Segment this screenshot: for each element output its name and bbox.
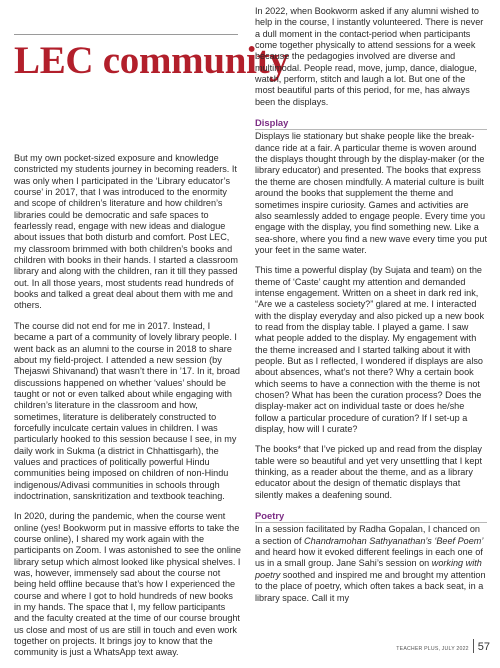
section-rule-poetry [255, 522, 487, 523]
title-top-rule [14, 34, 238, 35]
right-intro-paragraph: In 2022, when Bookworm asked if any alumni wished to help in the course, I instantly volunteered. There is never a dull moment in the contact-period when participants come together physically to attend sessions for a week because the pedagogies involved are diverse and multimodal. People read, move, jump, dance, dialogue, watch, perform, stitch and laugh a lot. But one of the most beautiful parts of this period, for me, has always been the displays. [255, 6, 484, 107]
poetry-emphasis-2: working with poetry [255, 558, 482, 580]
footer-divider [473, 639, 474, 653]
display-paragraph-2: This time a powerful display (by Sujata and team) on the theme of ‘Caste’ caught my attention and demanded intense engagement. Written on a sheet in dark red ink, “Are we a casteless society?” glared at me. I interacted with the display everyday and also picked up a new book to read from the display table. I played a game. I saw what people added to the display. My engagement with the theme increased and I started talking about it with people. But as I reflected, I wondered if displays are also about absences, what’s not there? Why a certain book which seems to have a connection with the theme is not chosen? What has been the curation process? Does the display-maker act on individual taste or does he/she follow a particular procedure of curation? If I set-up a display, how will I curate? [255, 265, 484, 435]
section-rule-display [255, 129, 487, 130]
section-heading-display: Display [255, 117, 289, 129]
left-paragraph-3: In 2020, during the pandemic, when the course went online (yes! Bookworm put in massive efforts to take the course online), I shared my work again with the participants on Zoom. I was astonished to see the online library setup which almost looked like physical shelves. I was, however, immensely sad about the course not being held offline because that’s how I experienced the course and where I got to hold hundreds of new books in my hands. The space that I, my fellow participants and the faculty created at the time of our course brought us close and most of us are still in touch and even work together on projects. It brings joy to know that the community is just a WhatsApp text away. [14, 511, 241, 658]
left-column [14, 153, 242, 668]
poetry-text-2: and heard how it evoked different feelings in each one of us in a small group. Jane Sahi’s session on [255, 547, 483, 569]
footer-publication: TEACHER PLUS, JULY 2022 [396, 646, 469, 652]
display-paragraph-1: Displays lie stationary but shake people like the break-dance ride at a fair. A particular theme is woven around the displays thought through by the display-maker (or the library educator) and presented. The books that express the theme are chosen mindfully. A material culture is built around the books that supplement the theme and sometimes inspire curiosity. Games and activities are also seamlessly added to engage people. Every time you engage with the display, you find something new. Like a sea-shore, where you find a new wave every time you put your feet in the same water. [255, 131, 488, 255]
right-column [255, 6, 487, 613]
left-paragraph-1: But my own pocket-sized exposure and knowledge constricted my students journey in becoming readers. It was only when I participated in the ‘Library educator’s course’ in 2017, that I was introduced to the enormity and scope of children’s literature and how children’s libraries could be democratic and safe spaces to fearlessly read, engage with new ideas and dialogue about issues that both disturb and comfort. Post LEC, my classroom brimmed with both children’s books and children with books in their hands. I started a classroom library and along with the children, ran it till they passed out. In all those years, most students read hundreds of books and talked a great deal about them with me and others. [14, 153, 238, 311]
left-paragraph-2: The course did not end for me in 2017. Instead, I became a part of a community of lovely library people. I went back as an alumni to the course in 2018 to share about my field-project. I attended a new session (by Thejaswi Shivanand) that wasn’t there in ’17. In it, broad discussions happened on whether ‘values’ should be taught or not or even talked about while engaging with children’s literature in the classroom and how, sometimes, literature is deliberately constructed to forcefully inculcate certain values in children. I was particularly hooked to this session because I see, in my daily work in Sukma (a district in Chhattisgarh), the values and practices of politically powerful Hindu communities being imposed on children of non-Hindu indigenous/Adivasi communities in schools through indoctrination, sanskritization and textbook teaching. [14, 320, 240, 501]
display-paragraph-3: The books* that I’ve picked up and read from the display table were so beautiful and yet very unsettling that I kept thinking, as a reader about the theme, and as a library educator about the design of thematic displays that silently makes a deafening sound. [255, 444, 482, 500]
poetry-paragraph [255, 524, 487, 603]
poetry-text-1: In a session facilitated by Radha Gopalan, I chanced on a section of [255, 524, 480, 546]
poetry-emphasis-1: Chandramohan Sathyanathan’s ‘Beef Poem’ [304, 535, 484, 546]
section-heading-poetry: Poetry [255, 510, 285, 522]
poetry-text-3: soothed and inspired me and brought my attention to the place of poetry, which often takes a back seat, in a library space. Call it my [255, 569, 486, 603]
article-title: LEC community [14, 39, 289, 82]
page-footer [396, 639, 490, 653]
page-number: 57 [477, 641, 490, 653]
